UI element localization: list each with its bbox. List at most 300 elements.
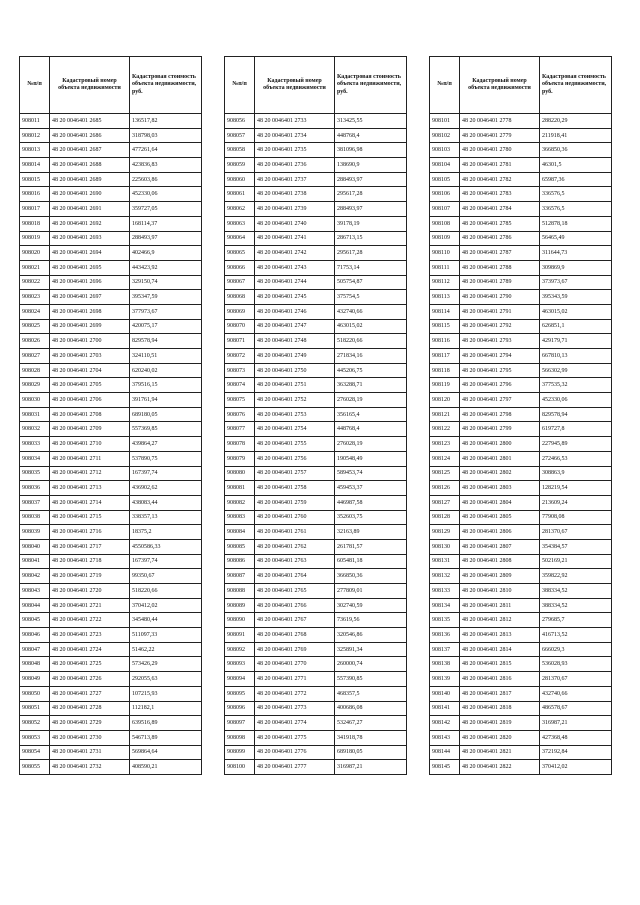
cadastral-value-cell: 18375,2 (130, 525, 202, 540)
cadastral-value-cell: 366850,36 (540, 143, 612, 158)
cadastral-value-cell: 370412,02 (540, 760, 612, 775)
cadastral-number-cell: 48 20 0046401 2774 (255, 716, 335, 731)
cadastral-value-cell: 427368,48 (540, 730, 612, 745)
cadastral-number-cell: 48 20 0046401 2772 (255, 686, 335, 701)
cadastral-value-cell: 281370,67 (540, 525, 612, 540)
row-number-cell: 908043 (20, 584, 50, 599)
table-row (20, 628, 202, 643)
cadastral-value-cell: 288493,97 (130, 231, 202, 246)
cadastral-value-cell: 689180,05 (130, 407, 202, 422)
cadastral-value-cell: 32163,89 (335, 525, 407, 540)
row-number-cell: 908028 (20, 363, 50, 378)
cadastral-value-cell: 605481,18 (335, 554, 407, 569)
table-row (430, 246, 612, 261)
cadastral-number-cell: 48 20 0046401 2691 (50, 202, 130, 217)
row-number-cell: 908046 (20, 628, 50, 643)
cadastral-number-cell: 48 20 0046401 2724 (50, 642, 130, 657)
table-row (430, 686, 612, 701)
cadastral-value-cell: 316987,21 (335, 760, 407, 775)
cadastral-number-cell: 48 20 0046401 2807 (460, 539, 540, 554)
cadastral-number-cell: 48 20 0046401 2730 (50, 730, 130, 745)
table-row (430, 525, 612, 540)
table-row (20, 363, 202, 378)
cadastral-number-cell: 48 20 0046401 2699 (50, 319, 130, 334)
table-row (225, 730, 407, 745)
table-row (20, 393, 202, 408)
cadastral-value-cell: 313425,55 (335, 114, 407, 129)
cadastral-number-cell: 48 20 0046401 2789 (460, 275, 540, 290)
cadastral-number-cell: 48 20 0046401 2685 (50, 114, 130, 129)
cadastral-value-cell: 391761,94 (130, 393, 202, 408)
cadastral-number-cell: 48 20 0046401 2727 (50, 686, 130, 701)
row-number-cell: 908115 (430, 319, 460, 334)
cadastral-number-cell: 48 20 0046401 2763 (255, 554, 335, 569)
table-row (20, 686, 202, 701)
table-row (225, 613, 407, 628)
row-number-cell: 908044 (20, 598, 50, 613)
cadastral-value-cell: 557369,85 (130, 422, 202, 437)
row-number-cell: 908104 (430, 158, 460, 173)
row-number-cell: 908065 (225, 246, 255, 261)
table-row (20, 760, 202, 775)
row-number-cell: 908131 (430, 554, 460, 569)
cadastral-number-cell: 48 20 0046401 2775 (255, 730, 335, 745)
table-row (430, 466, 612, 481)
cadastral-number-cell: 48 20 0046401 2777 (255, 760, 335, 775)
cadastral-value-cell: 288493,97 (335, 202, 407, 217)
cadastral-number-cell: 48 20 0046401 2689 (50, 172, 130, 187)
cadastral-value-cell: 619727,8 (540, 422, 612, 437)
cadastral-number-cell: 48 20 0046401 2697 (50, 290, 130, 305)
cadastral-value-cell: 377535,32 (540, 378, 612, 393)
row-number-cell: 908077 (225, 422, 255, 437)
cadastral-value-cell: 107215,93 (130, 686, 202, 701)
cadastral-number-cell: 48 20 0046401 2723 (50, 628, 130, 643)
cadastral-value-cell: 639516,89 (130, 716, 202, 731)
cadastral-number-cell: 48 20 0046401 2717 (50, 539, 130, 554)
cadastral-number-cell: 48 20 0046401 2751 (255, 378, 335, 393)
cadastral-value-cell: 112182,1 (130, 701, 202, 716)
cadastral-value-cell: 336576,5 (540, 187, 612, 202)
table-row (225, 143, 407, 158)
row-number-cell: 908083 (225, 510, 255, 525)
header-row (430, 57, 612, 114)
table-row (20, 172, 202, 187)
cadastral-value-cell: 352603,75 (335, 510, 407, 525)
row-number-cell: 908097 (225, 716, 255, 731)
cadastral-value-cell: 292055,63 (130, 672, 202, 687)
cadastral-number-cell: 48 20 0046401 2693 (50, 231, 130, 246)
row-number-cell: 908020 (20, 246, 50, 261)
table-row (20, 231, 202, 246)
row-number-cell: 908106 (430, 187, 460, 202)
cadastral-number-cell: 48 20 0046401 2820 (460, 730, 540, 745)
table-row (20, 260, 202, 275)
table-row (430, 128, 612, 143)
table-row (20, 657, 202, 672)
cadastral-value-cell: 557390,85 (335, 672, 407, 687)
cadastral-number-cell: 48 20 0046401 2818 (460, 701, 540, 716)
table-row (430, 613, 612, 628)
table-row (430, 114, 612, 129)
cadastral-value-cell: 302740,59 (335, 598, 407, 613)
cadastral-value-cell: 511097,33 (130, 628, 202, 643)
cadastral-number-cell: 48 20 0046401 2731 (50, 745, 130, 760)
table-row (20, 466, 202, 481)
cadastral-number-cell: 48 20 0046401 2795 (460, 363, 540, 378)
table-row (430, 334, 612, 349)
table-row (430, 554, 612, 569)
cadastral-number-cell: 48 20 0046401 2686 (50, 128, 130, 143)
row-number-cell: 908113 (430, 290, 460, 305)
cadastral-number-cell: 48 20 0046401 2798 (460, 407, 540, 422)
table-row (20, 349, 202, 364)
cadastral-number-cell: 48 20 0046401 2779 (460, 128, 540, 143)
row-number-cell: 908075 (225, 393, 255, 408)
table-row (430, 158, 612, 173)
table-row (225, 495, 407, 510)
row-number-cell: 908090 (225, 613, 255, 628)
cadastral-number-cell: 48 20 0046401 2804 (460, 495, 540, 510)
cadastral-value-cell: 620240,02 (130, 363, 202, 378)
cadastral-number-cell: 48 20 0046401 2719 (50, 569, 130, 584)
row-number-cell: 908100 (225, 760, 255, 775)
table-row (430, 407, 612, 422)
row-number-cell: 908087 (225, 569, 255, 584)
header-cadastral-value: Кадастровая стоимость объекта недвижимости, руб. (130, 57, 202, 114)
row-number-cell: 908012 (20, 128, 50, 143)
cadastral-number-cell: 48 20 0046401 2785 (460, 216, 540, 231)
row-number-cell: 908138 (430, 657, 460, 672)
row-number-cell: 908127 (430, 495, 460, 510)
row-number-cell: 908019 (20, 231, 50, 246)
row-number-cell: 908080 (225, 466, 255, 481)
cadastral-number-cell: 48 20 0046401 2797 (460, 393, 540, 408)
cadastral-value-cell: 537890,75 (130, 451, 202, 466)
cadastral-number-cell: 48 20 0046401 2769 (255, 642, 335, 657)
row-number-cell: 908099 (225, 745, 255, 760)
cadastral-number-cell: 48 20 0046401 2771 (255, 672, 335, 687)
cadastral-number-cell: 48 20 0046401 2768 (255, 628, 335, 643)
cadastral-value-cell: 402466,9 (130, 246, 202, 261)
row-number-cell: 908128 (430, 510, 460, 525)
table-row (225, 554, 407, 569)
cadastral-value-cell: 316987,21 (540, 716, 612, 731)
row-number-cell: 908061 (225, 187, 255, 202)
table-row (430, 422, 612, 437)
row-number-cell: 908023 (20, 290, 50, 305)
row-number-cell: 908133 (430, 584, 460, 599)
table-row (225, 451, 407, 466)
cadastral-value-cell: 375754,5 (335, 290, 407, 305)
table-row (225, 657, 407, 672)
cadastral-number-cell: 48 20 0046401 2776 (255, 745, 335, 760)
cadastral-number-cell: 48 20 0046401 2803 (460, 481, 540, 496)
cadastral-value-cell: 260000,74 (335, 657, 407, 672)
cadastral-number-cell: 48 20 0046401 2799 (460, 422, 540, 437)
row-number-cell: 908105 (430, 172, 460, 187)
table-row (20, 716, 202, 731)
table-row (430, 730, 612, 745)
cadastral-number-cell: 48 20 0046401 2688 (50, 158, 130, 173)
table-row (225, 569, 407, 584)
cadastral-number-cell: 48 20 0046401 2819 (460, 716, 540, 731)
header-row (20, 57, 202, 114)
table-row (20, 407, 202, 422)
row-number-cell: 908024 (20, 304, 50, 319)
row-number-cell: 908095 (225, 686, 255, 701)
row-number-cell: 908040 (20, 539, 50, 554)
row-number-cell: 908144 (430, 745, 460, 760)
cadastral-value-cell: 423836,83 (130, 158, 202, 173)
row-number-cell: 908073 (225, 363, 255, 378)
table-row (225, 422, 407, 437)
cadastral-value-cell: 429179,71 (540, 334, 612, 349)
table-row (225, 393, 407, 408)
cadastral-number-cell: 48 20 0046401 2736 (255, 158, 335, 173)
cadastral-value-cell: 395347,59 (130, 290, 202, 305)
row-number-cell: 908110 (430, 246, 460, 261)
table-row (225, 642, 407, 657)
table-row (20, 304, 202, 319)
table-row (225, 231, 407, 246)
table-row (225, 525, 407, 540)
row-number-cell: 908134 (430, 598, 460, 613)
row-number-cell: 908091 (225, 628, 255, 643)
cadastral-number-cell: 48 20 0046401 2796 (460, 378, 540, 393)
table-row (430, 172, 612, 187)
table-row (225, 539, 407, 554)
cadastral-value-cell: 829578,94 (130, 334, 202, 349)
cadastral-value-cell: 320546,86 (335, 628, 407, 643)
row-number-cell: 908066 (225, 260, 255, 275)
row-number-cell: 908045 (20, 613, 50, 628)
cadastral-value-cell: 341918,78 (335, 730, 407, 745)
table-row (430, 437, 612, 452)
row-number-cell: 908014 (20, 158, 50, 173)
row-number-cell: 908039 (20, 525, 50, 540)
cadastral-value-cell: 354384,57 (540, 539, 612, 554)
cadastral-value-cell: 459453,37 (335, 481, 407, 496)
cadastral-number-cell: 48 20 0046401 2808 (460, 554, 540, 569)
cadastral-number-cell: 48 20 0046401 2766 (255, 598, 335, 613)
cadastral-number-cell: 48 20 0046401 2764 (255, 569, 335, 584)
row-number-cell: 908068 (225, 290, 255, 305)
cadastral-value-cell: 377973,67 (130, 304, 202, 319)
row-number-cell: 908013 (20, 143, 50, 158)
cadastral-number-cell: 48 20 0046401 2762 (255, 539, 335, 554)
cadastral-value-cell: 400686,08 (335, 701, 407, 716)
header-row (225, 57, 407, 114)
cadastral-number-cell: 48 20 0046401 2732 (50, 760, 130, 775)
table-row (20, 275, 202, 290)
registry-table-2 (224, 56, 407, 775)
row-number-cell: 908072 (225, 349, 255, 364)
cadastral-number-cell: 48 20 0046401 2816 (460, 672, 540, 687)
row-number-cell: 908096 (225, 701, 255, 716)
cadastral-number-cell: 48 20 0046401 2703 (50, 349, 130, 364)
table-row (225, 510, 407, 525)
table-row (225, 481, 407, 496)
cadastral-value-cell: 373973,67 (540, 275, 612, 290)
table-row (430, 672, 612, 687)
table-row (430, 304, 612, 319)
cadastral-value-cell: 213609,24 (540, 495, 612, 510)
cadastral-value-cell: 372192,84 (540, 745, 612, 760)
table-row (430, 642, 612, 657)
table-row (430, 275, 612, 290)
cadastral-number-cell: 48 20 0046401 2787 (460, 246, 540, 261)
cadastral-value-cell: 99350,67 (130, 569, 202, 584)
table-row (20, 481, 202, 496)
table-row (20, 114, 202, 129)
cadastral-number-cell: 48 20 0046401 2758 (255, 481, 335, 496)
table-row (225, 716, 407, 731)
cadastral-value-cell: 4550586,33 (130, 539, 202, 554)
cadastral-value-cell: 416713,52 (540, 628, 612, 643)
cadastral-value-cell: 71753,14 (335, 260, 407, 275)
row-number-cell: 908034 (20, 451, 50, 466)
row-number-cell: 908114 (430, 304, 460, 319)
cadastral-number-cell: 48 20 0046401 2810 (460, 584, 540, 599)
cadastral-number-cell: 48 20 0046401 2755 (255, 437, 335, 452)
cadastral-value-cell: 356165,4 (335, 407, 407, 422)
row-number-cell: 908094 (225, 672, 255, 687)
table-row (430, 290, 612, 305)
header-cadastral-number: Кадастровый номер объекта недвижимости (460, 57, 540, 114)
table-row (225, 628, 407, 643)
table-row (430, 378, 612, 393)
cadastral-value-cell: 536028,93 (540, 657, 612, 672)
cadastral-number-cell: 48 20 0046401 2749 (255, 349, 335, 364)
cadastral-number-cell: 48 20 0046401 2744 (255, 275, 335, 290)
cadastral-value-cell: 308863,9 (540, 466, 612, 481)
cadastral-number-cell: 48 20 0046401 2721 (50, 598, 130, 613)
row-number-cell: 908143 (430, 730, 460, 745)
row-number-cell: 908037 (20, 495, 50, 510)
cadastral-number-cell: 48 20 0046401 2822 (460, 760, 540, 775)
table-row (225, 187, 407, 202)
cadastral-number-cell: 48 20 0046401 2748 (255, 334, 335, 349)
cadastral-value-cell: 167397,74 (130, 554, 202, 569)
table-row (20, 334, 202, 349)
row-number-cell: 908049 (20, 672, 50, 687)
row-number-cell: 908042 (20, 569, 50, 584)
table-row (20, 128, 202, 143)
row-number-cell: 908057 (225, 128, 255, 143)
cadastral-value-cell: 279685,7 (540, 613, 612, 628)
row-number-cell: 908070 (225, 319, 255, 334)
row-number-cell: 908102 (430, 128, 460, 143)
cadastral-value-cell: 359727,05 (130, 202, 202, 217)
row-number-cell: 908079 (225, 451, 255, 466)
row-number-cell: 908033 (20, 437, 50, 452)
cadastral-value-cell: 138690,9 (335, 158, 407, 173)
table-row (20, 672, 202, 687)
row-number-cell: 908101 (430, 114, 460, 129)
cadastral-number-cell: 48 20 0046401 2750 (255, 363, 335, 378)
row-number-cell: 908092 (225, 642, 255, 657)
row-number-cell: 908129 (430, 525, 460, 540)
cadastral-value-cell: 39178,19 (335, 216, 407, 231)
cadastral-value-cell: 518220,66 (130, 584, 202, 599)
row-number-cell: 908029 (20, 378, 50, 393)
cadastral-value-cell: 408590,21 (130, 760, 202, 775)
table-row (225, 114, 407, 129)
cadastral-value-cell: 381096,98 (335, 143, 407, 158)
row-number-cell: 908017 (20, 202, 50, 217)
table-row (225, 128, 407, 143)
cadastral-number-cell: 48 20 0046401 2747 (255, 319, 335, 334)
table-row (430, 202, 612, 217)
cadastral-value-cell: 448768,4 (335, 128, 407, 143)
cadastral-value-cell: 448768,4 (335, 422, 407, 437)
cadastral-number-cell: 48 20 0046401 2765 (255, 584, 335, 599)
cadastral-value-cell: 420075,17 (130, 319, 202, 334)
row-number-cell: 908035 (20, 466, 50, 481)
cadastral-number-cell: 48 20 0046401 2761 (255, 525, 335, 540)
cadastral-value-cell: 438083,44 (130, 495, 202, 510)
cadastral-number-cell: 48 20 0046401 2778 (460, 114, 540, 129)
cadastral-number-cell: 48 20 0046401 2817 (460, 686, 540, 701)
table-row (430, 745, 612, 760)
cadastral-value-cell: 546713,89 (130, 730, 202, 745)
cadastral-value-cell: 190548,49 (335, 451, 407, 466)
row-number-cell: 908137 (430, 642, 460, 657)
cadastral-number-cell: 48 20 0046401 2692 (50, 216, 130, 231)
header-cadastral-value: Кадастровая стоимость объекта недвижимости, руб. (540, 57, 612, 114)
cadastral-value-cell: 395343,59 (540, 290, 612, 305)
row-number-cell: 908142 (430, 716, 460, 731)
cadastral-value-cell: 272466,53 (540, 451, 612, 466)
cadastral-value-cell: 46301,5 (540, 158, 612, 173)
cadastral-value-cell: 518220,66 (335, 334, 407, 349)
row-number-cell: 908117 (430, 349, 460, 364)
table-row (430, 569, 612, 584)
cadastral-value-cell: 325891,34 (335, 642, 407, 657)
cadastral-number-cell: 48 20 0046401 2728 (50, 701, 130, 716)
cadastral-number-cell: 48 20 0046401 2756 (255, 451, 335, 466)
cadastral-value-cell: 276028,19 (335, 393, 407, 408)
cadastral-number-cell: 48 20 0046401 2809 (460, 569, 540, 584)
table-row (225, 363, 407, 378)
row-number-cell: 908130 (430, 539, 460, 554)
cadastral-value-cell: 666029,3 (540, 642, 612, 657)
table-row (225, 466, 407, 481)
cadastral-number-cell: 48 20 0046401 2780 (460, 143, 540, 158)
table-row (430, 628, 612, 643)
cadastral-value-cell: 51462,22 (130, 642, 202, 657)
row-number-cell: 908053 (20, 730, 50, 745)
cadastral-number-cell: 48 20 0046401 2739 (255, 202, 335, 217)
cadastral-value-cell: 388334,52 (540, 584, 612, 599)
cadastral-value-cell: 626851,1 (540, 319, 612, 334)
table-row (20, 422, 202, 437)
cadastral-number-cell: 48 20 0046401 2757 (255, 466, 335, 481)
table-row (430, 231, 612, 246)
table-row (20, 510, 202, 525)
cadastral-value-cell: 73619,56 (335, 613, 407, 628)
table-row (225, 202, 407, 217)
row-number-cell: 908118 (430, 363, 460, 378)
cadastral-value-cell: 271834,16 (335, 349, 407, 364)
table-row (20, 539, 202, 554)
cadastral-value-cell: 573426,29 (130, 657, 202, 672)
cadastral-number-cell: 48 20 0046401 2790 (460, 290, 540, 305)
cadastral-number-cell: 48 20 0046401 2786 (460, 231, 540, 246)
table-row (430, 701, 612, 716)
cadastral-number-cell: 48 20 0046401 2733 (255, 114, 335, 129)
